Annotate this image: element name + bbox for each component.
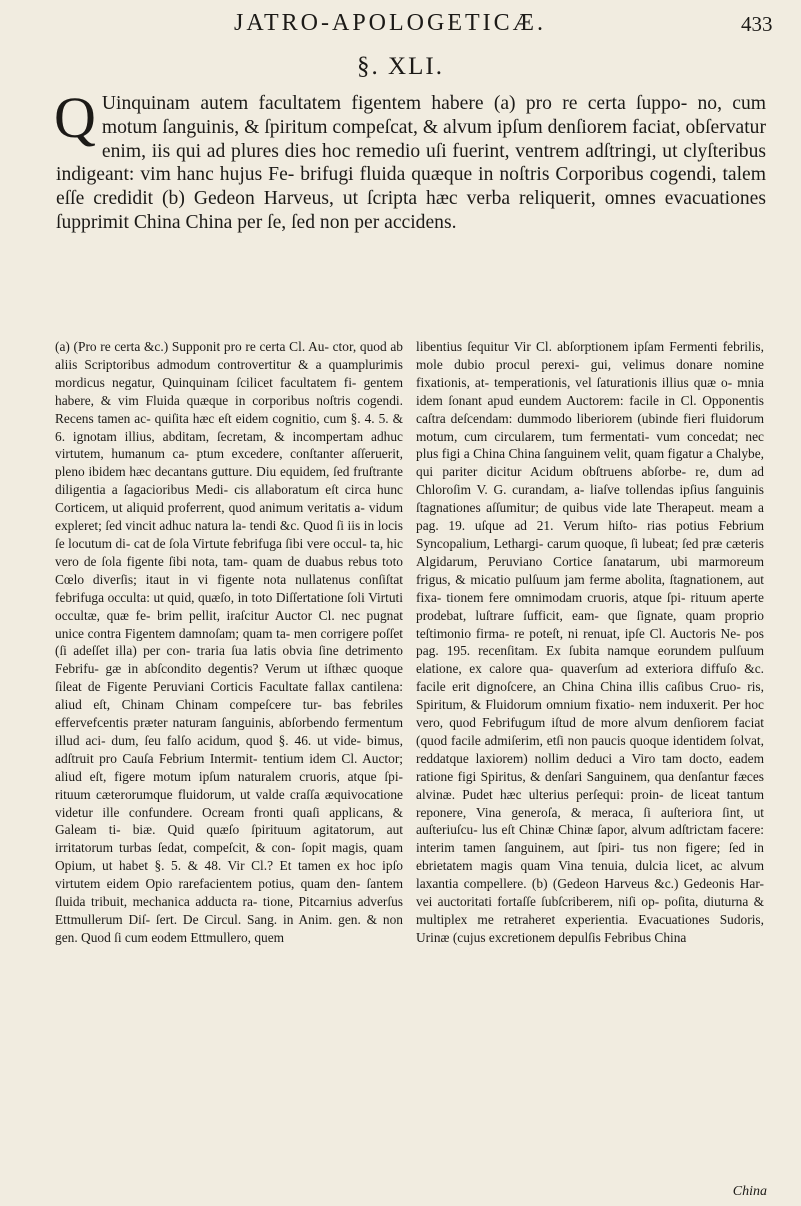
lead-text: Uinquinam autem facultatem figentem habere (a) pro re certa ſuppo- no, cum motum ſanguinis, & ſpiritum compeſcat, & alvum ipſum denſiorem faciat, obſervatur enim, iis qui ad plures dies hoc remedio uſi fuerint, ventrem adſtringi, ut clyſteribus indigeant: vim hanc hujus Fe- brifugi fluida quæque in noſtris Corporibus cogendi, talem eſſe credidit (b) Gedeon Harveus, ut ſcripta hæc verba reliquerit, omnes evacuationes ſupprimit China China per ſe, ſed non per accidens. bbox=[56, 93, 766, 233]
note-a-text: (a) (Pro re certa &c.) Supponit pro re certa Cl. Au- ctor, quod ab aliis Scriptoribus admodum controvertitur & a quamplurimis mordicus negatur, Quinquinam ſcilicet facultatem fi- gentem habere, & vim Fluida quæque in corporibus noſtris cogendi. Recens tamen ac- quiſita hæc eſt eidem cognitio, cum §. 4. 5. & 6. ignotam illius, abditam, ſecretam, & incompertam adhuc virtutem, humanum ca- ptum excedere, conſtanter aſſeruerit, pleno ibidem hæc decantans gutture. Diu equidem, ſed fruſtrante diligentia a ſagacioribus Medi- cis allaboratum eſt circa hunc Corticem, ut aliquid proferrent, quod animum veritatis a- vidum expleret; ſed vincit adhuc natura la- tendi &c. Quod ſi iis in locis ſe locutum di- cat de ſola Virtute febrifuga ſibi vere occul- ta, hic vero de ſola figente ſibi nota, tam- quam de duabus rebus toto Cœlo diverſis; itaut in vi figente nota nullatenus conſiſtat febrifuga occulta: ut quid, quæſo, in toto Diſſertatione ſoli Virtuti occultæ, quæ fe- brim pellit, iraſcitur Auctor Cl. nec pugnat unice contra Figentem damnoſam; quam ta- men corrigere poſſet (ſi adeſſet illa) per con- traria ſua latis obvia ſine detrimento Febrifu- gæ in abſcondito degentis? Verum ut iſthæc quoque ſileat de Figente Peruviani Corticis Facultate fallax cantilena: aliud eſt, Chinam Chinam compeſcere tur- bas febriles effervefcentis præter naturam ſanguinis, abſorbendo fermentum illud aci- dum, ſeu falſo acidum, quod §. 46. ut vide- bimus, adſtruit pro Cauſa Febrium Intermit- tentium idem Cl. Auctor; aliud eſt, figere motum ipſum naturalem cruoris, atque ſpi- rituum cæterorumque fluidorum, ut valde craſſa æquivocatione videtur ille confundere. Ocream fronti quaſi applicans, & Galeam ti- biæ. Quid quæſo ſpirituum agitatorum, aut irritatorum turbas ſedat, compeſcit, & con- ſopit magis, quam Opium, ut habet §. 5. & 48. Vir Cl.? Et tamen ex hoc ipſo virtutem eidem Opio rarefacientem potius, quam den- ſantem ſluida tribuit, mechanica adducta ra- tione, Pitcarnius adverſus Ettmullerum Diſ- ſert. De Circul. Sang. in Anim. gen. & non gen. Quod ſi cum eodem Ettmullero, quem bbox=[55, 339, 403, 945]
right-note-column bbox=[416, 338, 764, 947]
section-heading: §. XLI. bbox=[357, 53, 444, 80]
lead-paragraph bbox=[54, 85, 766, 235]
page-number: 433 bbox=[741, 12, 773, 36]
catchword: China bbox=[732, 1184, 767, 1199]
left-note-column bbox=[55, 338, 403, 947]
drop-cap: Q bbox=[54, 85, 96, 150]
note-continuation-text: libentius ſequitur Vir Cl. abſorptionem ipſam Fermenti febrilis, mole dubio procul perexi- gui, velimus donare nomine fixationis, at- temperationis, vel ſaturationis illius quæ o- mnia idem ſonant apud eundem Auctorem: facile in Cl. Opponentis caſtra deſcendam: dummodo liberiorem (ubinde fieri fluidorum motum, cum circularem, tum fermentati- vum concedat; nec plus figi a China China ſanguinem velit, quam figatur a Chalybe, qui pariter dicitur Acidum obſtruens abſorbe- re, dum ad Chloroſim V. G. curandam, a- liaſve tollendas ipſius ſanguinis ſtagnationes aſſumitur; de quibus vide late Therapeut. meam a pag. 19. uſque ad 21. Verum hiſto- rias potius Febrium Syncopalium, Lethargi- carum quoque, ſi lubeat; ſed præ cæteris Algidarum, Peruviano Cortice ſanatarum, ubi marmoreum frigus, & micatio pulſuum jam ferme abolita, ſtagnationem, aut fixa- tionem fere omnimodam cruoris, atque ſpi- rituum aperte prodebat, luſtrare ſufficit, eam- que ſignate, quam proprio teſtimonio firma- re poteſt, ni renuat, ipſe Cl. Auctoris Ne- pos pag. 195. recenſitam. Ex ſubita namque eorundem pulſuum elatione, ex calore qua- quaverſum ad exteriora diffuſo &c. facile erit dignoſcere, an China China illis caſibus Cruo- ris, Spiritum, & Fluidorum omnium fixatio- nem induxerit. Per hoc vero, quod Febrifugum iſtud de more alvum denſiorem faciat (quod facile admiſerim, etſi non paucis quoque identidem ſolvat, reddatque laxiorem) nollim deduci a Viro tam docto, eadem ratione figi Spiritus, & denſari Sanguinem, qua denſantur fæces alvinæ. Pudet hæc ulterius perſequi: proin- de liceat tantum reponere, Vina generoſa, & meraca, ſi auſteriora ſint, ut auſteriuſcu- lus eſt Chinæ Chinæ ſapor, alvum adſtrictam facere: interim tamen ſanguinem, aut ſpiri- tus non figere; ſed in ebrietatem magis quam Vina tenuia, dulcia licet, ac alvum laxantia compellere. (b) (Gedeon Harveus &c.) Gedeonis Har- vei auctoritati fortaſſe ſubſcriberem, niſi op- poſita, diuturna & multiplex me retraheret experientia. Evacuationes Sudoris, Urinæ (cujus excretionem depulſis Febribus China bbox=[416, 339, 764, 945]
running-header: JATRO-APOLOGETICÆ. bbox=[234, 10, 546, 36]
